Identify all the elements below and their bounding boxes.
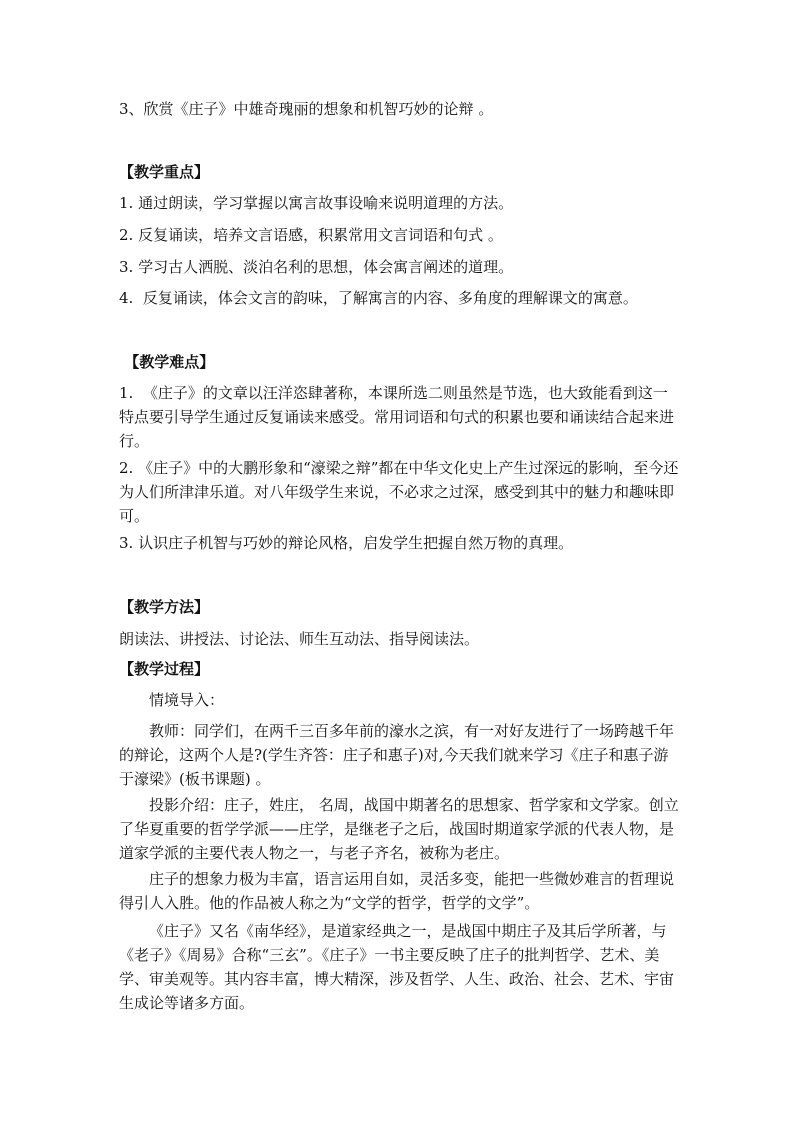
difficulty-1: 1. 《庄子》的文章以汪洋恣肆著称，本课所选二则虽然是节选，也大致能看到这一特点要引导学生通过反复诵读来感受。常用词语和句式的积累也要和诵读结合起来进行。 [119, 384, 675, 450]
difficulty-3: 3. 认识庄子机智与巧妙的辩论风格，启发学生把握自然万物的真理。 [119, 534, 574, 552]
process-intro: 情境导入： [149, 691, 225, 709]
key-point-1: 1. 通过朗读，学习掌握以寓言故事设喻来说明道理的方法。 [119, 194, 514, 212]
methods-heading: 【教学方法】 [119, 598, 210, 616]
objective-3: 3、欣赏《庄子》中雄奇瑰丽的想象和机智巧妙的论辩 。 [119, 100, 494, 118]
process-paragraph: 投影介绍：庄子，姓庄， 名周，战国中期著名的思想家、哲学家和文学家。创立了华夏重要的哲学学派——庄学，是继老子之后，战国时期道家学派的代表人物，是道家学派的主要代表人物之一，与老子齐名，被称为老庄。 [119, 796, 679, 862]
process-heading: 【教学过程】 [119, 660, 210, 678]
process-paragraph: 庄子的想象力极为丰富，语言运用自如，灵活多变，能把一些微妙难言的哲理说得引人入胜。他的作品被人称之为“文学的哲学，哲学的文学”。 [119, 870, 675, 912]
key-point-3: 3. 学习古人洒脱、淡泊名利的思想，体会寓言阐述的道理。 [119, 258, 514, 276]
process-paragraph: 《庄子》又名《南华经》，是道家经典之一，是战国中期庄子及其后学所著，与《老子》《周易》合称“三玄”。《庄子》一书主要反映了庄子的批判哲学、艺术、美学、审美观等。其内容丰富，博大精深，涉及哲学、人生、政治、社会、艺术、宇宙生成论等诸多方面。 [119, 922, 675, 1012]
key-points-heading: 【教学重点】 [119, 163, 210, 181]
key-point-4: 4. 反复诵读，体会文言的韵味，了解寓言的内容、多角度的理解课文的寓意。 [119, 289, 638, 307]
key-point-2: 2. 反复诵读，培养文言语感，积累常用文言词语和句式 。 [119, 226, 503, 244]
difficulty-2: 2. 《庄子》中的大鹏形象和“濠梁之辩”都在中华文化史上产生过深远的影响，至今还为人们所津津乐道。对八年级学生来说，不必求之过深，感受到其中的魅力和趣味即可。 [119, 459, 679, 525]
difficulties-heading: 【教学难点】 [119, 353, 215, 371]
methods-text: 朗读法、讲授法、讨论法、师生互动法、指导阅读法。 [119, 630, 480, 648]
process-paragraph: 教师：同学们，在两千三百多年前的濠水之滨，有一对好友进行了一场跨越千年的辩论，这两个人是?(学生齐答：庄子和惠子)对,今天我们就来学习《庄子和惠子游于濠梁》(板书课题) 。 [119, 722, 675, 788]
